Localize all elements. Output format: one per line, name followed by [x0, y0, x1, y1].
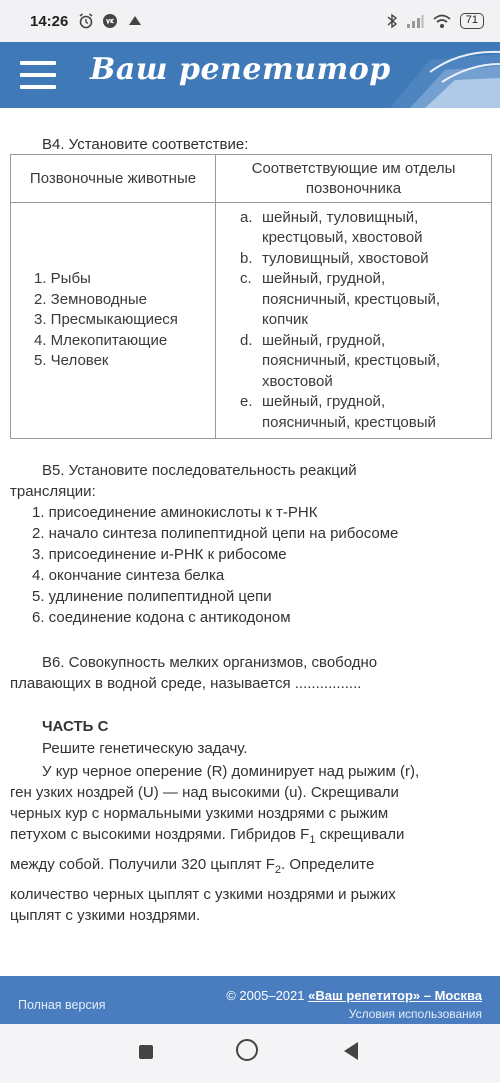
wifi-icon [432, 13, 452, 29]
terms-link[interactable]: Условия использования [348, 1007, 482, 1021]
home-icon[interactable] [236, 1039, 258, 1061]
status-time: 14:26 [30, 12, 69, 30]
back-icon[interactable] [344, 1042, 358, 1060]
problem-line: ген узких ноздрей (U) — над высокими (u). Скрещивали [10, 784, 399, 801]
b5-title-cont: трансляции: [10, 483, 96, 500]
footer [0, 976, 500, 1024]
b5-item: 3. присоединение и-РНК к рибосоме [32, 546, 287, 563]
b5-block [10, 460, 490, 628]
b6-block [10, 652, 490, 694]
problem-line: петухом с высокими ноздрями. Гибридов $F_1$ скрещивали [10, 826, 405, 846]
section-item: b. туловищный, хвостовой [240, 249, 429, 267]
app-title[interactable]: Ваш репетитор [90, 52, 391, 87]
sections-cell [216, 203, 492, 439]
b5-item: 6. соединение кодона с антикодоном [32, 609, 291, 626]
signal-icon [406, 14, 424, 28]
animal-item: 5. Человек [34, 352, 109, 370]
problem-line: между собой. Получили 320 цыплят $F_2$. Определите [10, 856, 375, 876]
vk-icon [102, 13, 118, 29]
col-sections-header: Соответствующие им отделы позвоночника [216, 155, 492, 203]
part-c-heading: ЧАСТЬ С [42, 718, 109, 735]
b5-item: 1. присоединение аминокислоты к т-РНК [32, 504, 318, 521]
bluetooth-icon [386, 13, 398, 29]
section-item: a. шейный, туловищный, крестцовый, хвостовой [240, 208, 423, 247]
b5-item: 2. начало синтеза полипептидной цепи на рибосоме [32, 525, 399, 542]
section-item: e. шейный, грудной, поясничный, крестцовый [240, 393, 436, 431]
problem-line: черных кур с нормальными узкими ноздрями с рыжим [10, 805, 389, 822]
problem-line: количество черных цыплят с узкими ноздрями и рыжих [10, 886, 396, 903]
status-bar [0, 0, 500, 42]
part-c-block [10, 716, 490, 926]
col-animals-header: Позвоночные животные [11, 155, 216, 203]
animal-item: 1. Рыбы [34, 270, 91, 288]
cloud-icon [126, 13, 144, 29]
b5-title: В5. Установите последовательность реакций [42, 462, 357, 479]
b4-title: В4. Установите соответствие: [42, 136, 249, 153]
recent-apps-icon[interactable] [139, 1045, 153, 1059]
app-header [0, 42, 500, 108]
problem-line: цыплят с узкими ноздрями. [10, 907, 201, 924]
hamburger-menu-icon[interactable] [18, 56, 58, 94]
section-item: c. шейный, грудной, поясничный, крестцовый, копчик [240, 270, 441, 329]
copyright: © 2005–2021 «Ваш репетитор» – Москва [226, 988, 482, 1003]
android-nav-bar [0, 1024, 500, 1083]
part-c-instruction: Решите генетическую задачу. [42, 740, 248, 757]
alarm-icon [78, 13, 94, 29]
b5-item: 4. окончание синтеза белка [32, 567, 225, 584]
section-item: d. шейный, грудной, поясничный, крестцовый, хвостовой [240, 331, 441, 390]
match-table [10, 154, 492, 439]
battery-indicator: 71 [460, 13, 484, 29]
problem-line: У кур черное оперение (R) доминирует над рыжим (r), [42, 763, 420, 780]
full-version-link[interactable]: Полная версия [18, 998, 106, 1012]
animal-item: 4. Млекопитающие [34, 331, 168, 349]
animal-item: 2. Земноводные [34, 290, 147, 308]
animals-cell [11, 203, 216, 439]
books-logo-icon [370, 42, 500, 108]
site-link[interactable]: «Ваш репетитор» – Москва [308, 988, 482, 1003]
b6-line: плавающих в водной среде, называется ................ [10, 675, 362, 692]
animal-item: 3. Пресмыкающиеся [34, 311, 178, 329]
b6-line: В6. Совокупность мелких организмов, свободно [42, 654, 378, 671]
b5-item: 5. удлинение полипептидной цепи [32, 588, 272, 605]
